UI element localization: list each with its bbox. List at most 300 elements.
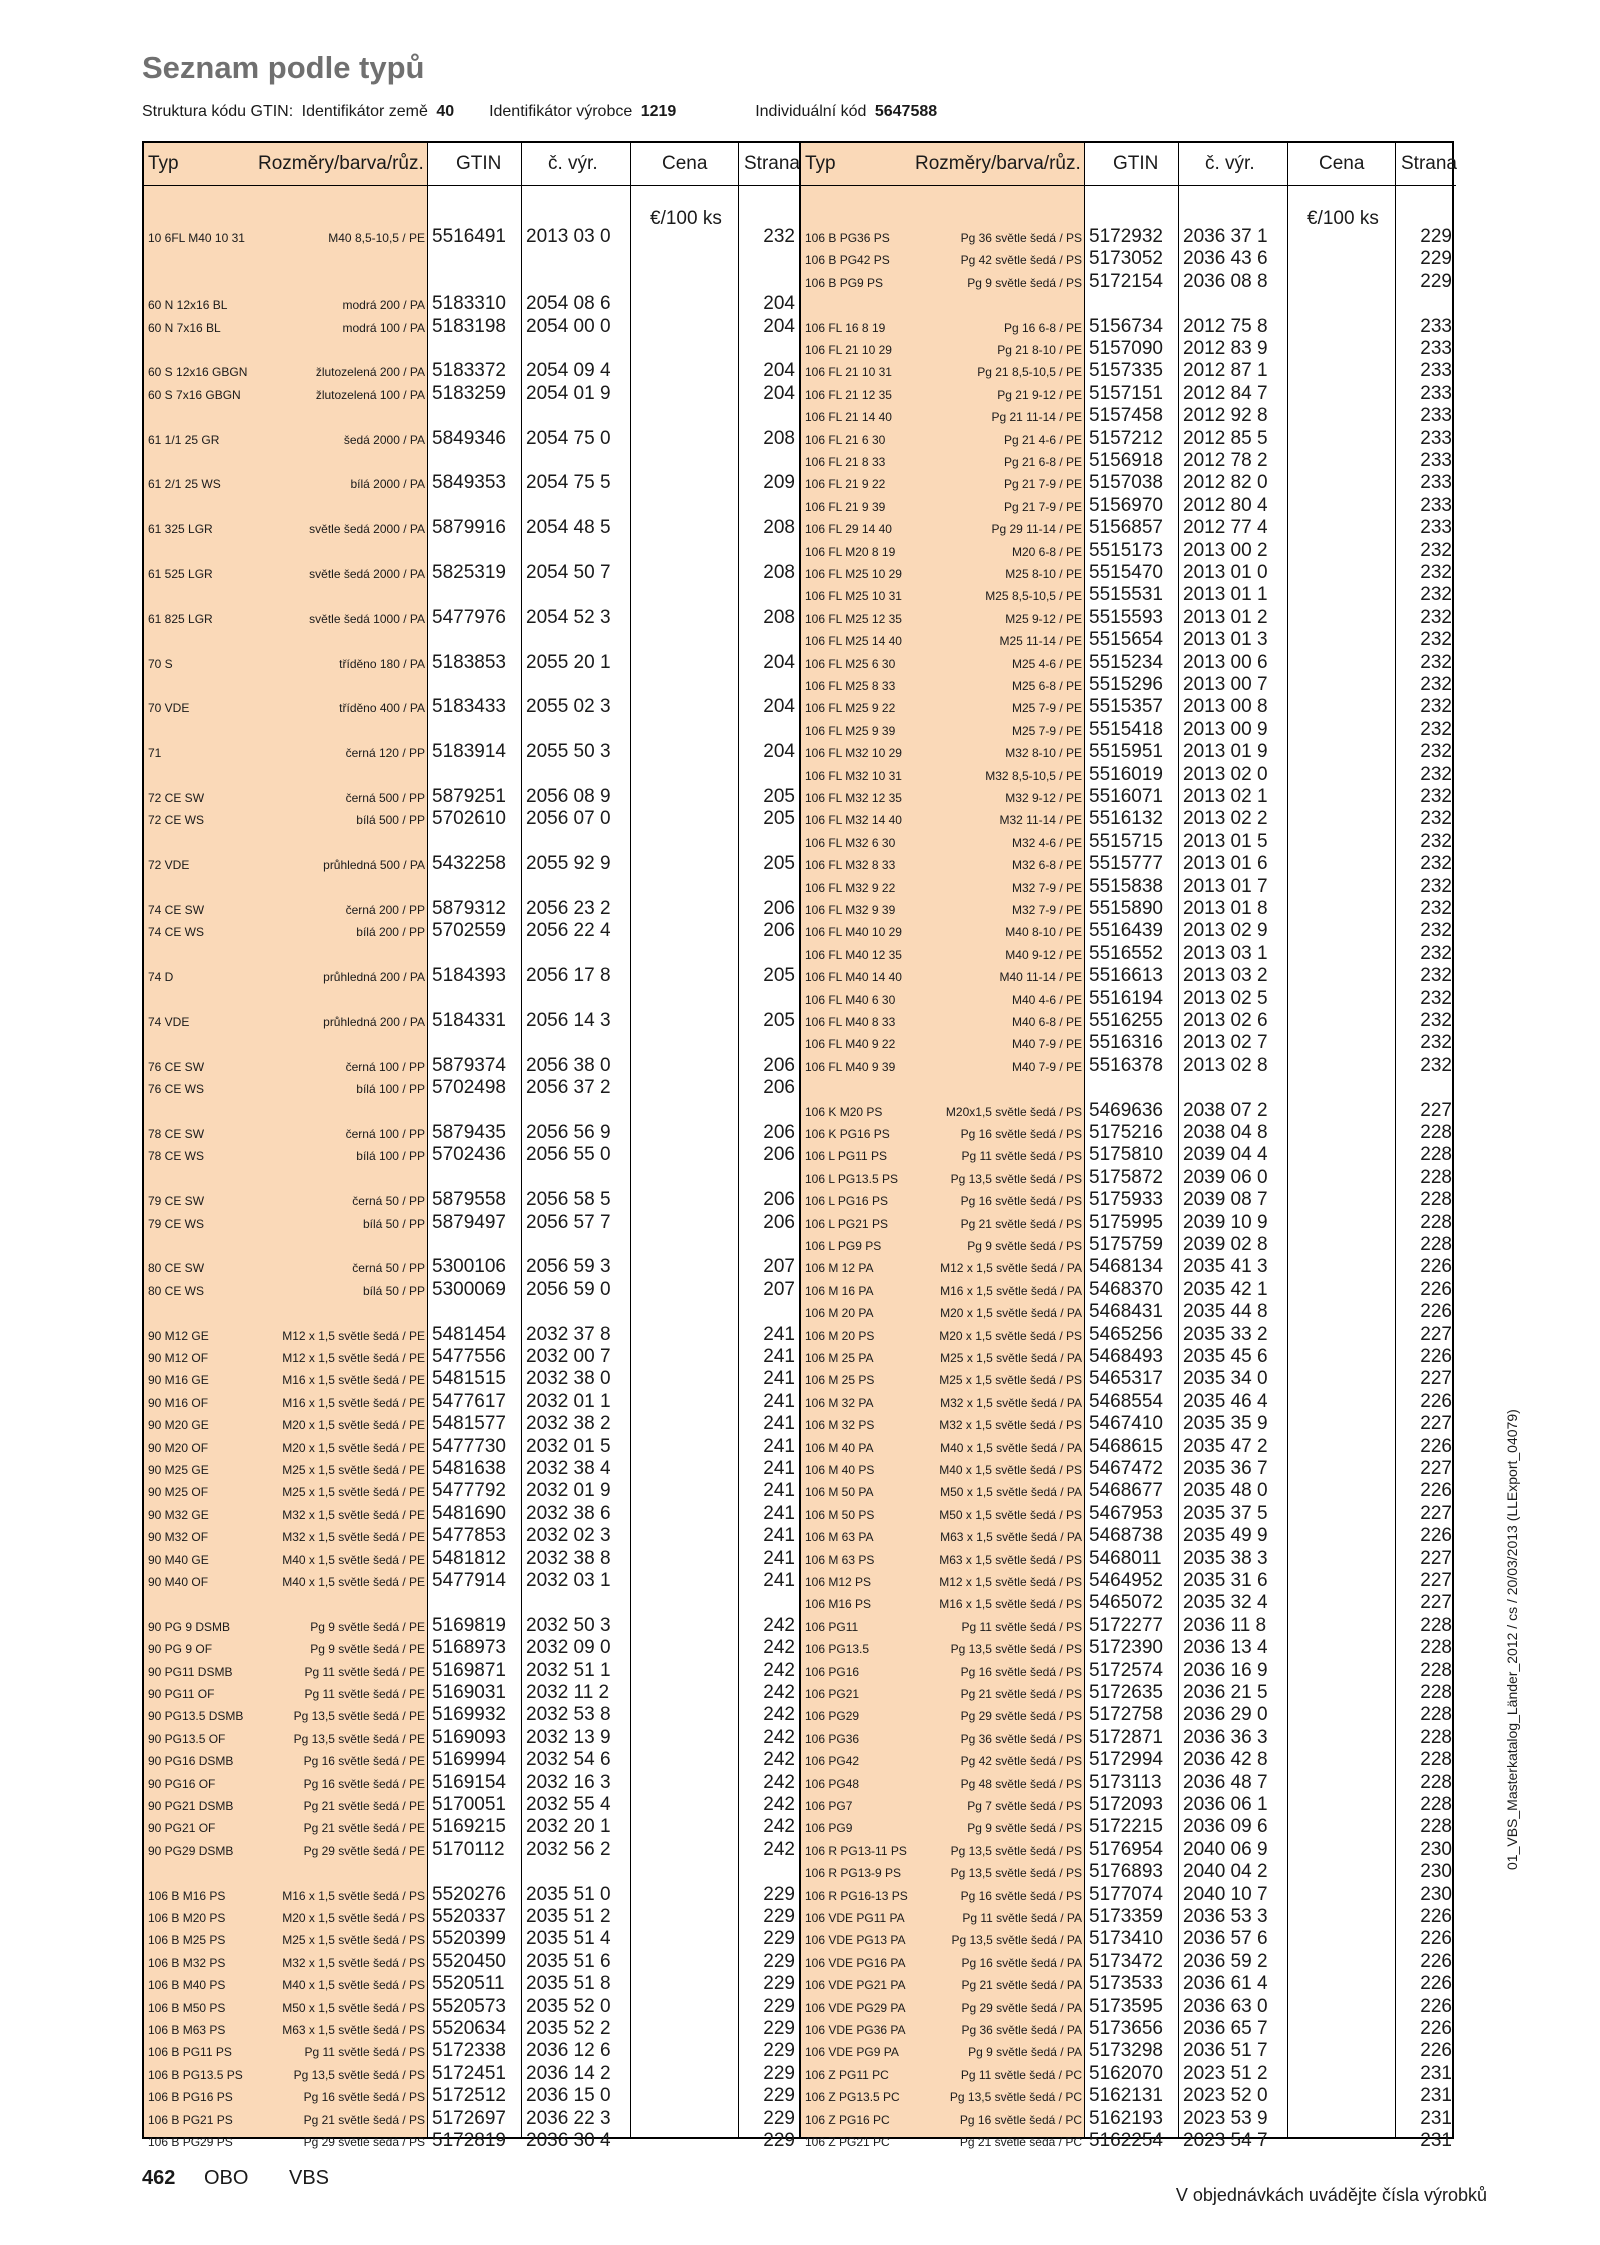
table-row [801,987,1456,1009]
dimension-cell: Pg 42 světle šedá / PS [960,253,1082,268]
article-number-cell: 2013 02 9 [1183,920,1268,942]
article-number-cell: 2032 03 1 [526,1570,611,1591]
table-row [144,2107,799,2129]
page-ref-cell: 209 [763,472,795,494]
gtin-cell: 5172215 [1089,1816,1163,1838]
dimension-cell: Pg 21 4-6 / PE [1003,432,1082,447]
gtin-cell: 5157335 [1089,360,1163,382]
table-row [144,606,799,628]
article-number-cell: 2035 31 6 [1183,1570,1268,1591]
dimension-cell: Pg 11 světle šedá / PS [961,1149,1082,1164]
table-row [801,2062,1456,2084]
page-ref-cell: 228 [1420,1726,1452,1748]
article-number-cell: 2032 56 2 [526,1838,611,1860]
page-ref-cell: 241 [763,1525,795,1547]
type-cell: 106 PG7 [805,1799,853,1813]
table-row [801,315,1456,337]
type-cell: 106 B M16 PS [148,1888,226,1903]
article-number-cell: 2039 04 4 [1183,1144,1268,1166]
gtin-cell: 5169093 [432,1726,506,1748]
type-cell: 106 M 32 PA [805,1395,874,1410]
dimension-cell: Pg 16 světle šedá / PA [961,1955,1082,1970]
gtin-cell: 5515418 [1089,718,1163,740]
header-cislo-vyrobku: č. výr. [1205,153,1255,174]
gtin-cell: 5516194 [1089,987,1163,1009]
dimension-cell: Pg 9 světle šedá / PS [967,1239,1082,1253]
table-row [801,270,1456,292]
table-row [801,1547,1456,1569]
gtin-cell: 5481454 [432,1323,506,1345]
page-ref-cell: 241 [763,1346,795,1367]
type-cell: 106 B PG36 PS [805,231,890,245]
page-ref-cell: 206 [763,898,795,919]
dimension-cell: Pg 21 11-14 / PE [991,410,1082,425]
manufacturer-label: Identifikátor výrobce [489,103,633,120]
article-number-cell: 2039 08 7 [1183,1189,1268,1211]
page-ref-cell: 207 [763,1256,795,1278]
page-ref-cell: 228 [1420,1166,1452,1188]
dimension-cell: M40 9-12 / PE [1005,947,1082,962]
gtin-cell: 5477617 [432,1390,506,1412]
table-row [144,807,799,829]
dimension-cell: M32 4-6 / PE [1011,835,1082,850]
gtin-cell: 5162070 [1089,2062,1163,2084]
article-number-cell: 2035 51 2 [526,1906,611,1927]
page-ref-cell: 229 [1420,248,1452,270]
type-cell: 61 325 LGR [148,522,213,537]
article-number-cell: 2056 23 2 [526,898,611,919]
page-ref-cell: 230 [1420,1883,1452,1905]
gtin-cell: 5172697 [432,2107,506,2129]
article-number-cell: 2012 85 5 [1183,427,1268,449]
article-number-cell: 2038 07 2 [1183,1099,1268,1121]
type-cell: 78 CE WS [148,1149,205,1164]
table-row [801,852,1456,874]
article-number-cell: 2056 14 3 [526,1010,611,1031]
country-label: Identifikátor země [301,103,428,120]
type-cell: 106 B M20 PS [148,1911,226,1925]
article-number-cell: 2013 01 8 [1183,898,1268,919]
dimension-cell: M40 8-10 / PE [1005,925,1082,940]
article-number-cell: 2023 54 7 [1183,2130,1268,2151]
table-row [801,1435,1456,1457]
gtin-cell: 5477730 [432,1435,506,1457]
table-row [801,225,1456,247]
table-row [801,785,1456,807]
article-number-cell: 2035 41 3 [1183,1256,1268,1278]
dimension-cell: Pg 13,5 světle šedá / PA [951,1933,1082,1948]
dimension-cell: M32 11-14 / PE [999,813,1082,828]
gtin-cell: 5515951 [1089,741,1163,763]
page-ref-cell: 204 [763,651,795,673]
type-cell: 106 PG42 [805,1754,860,1769]
page-ref-cell: 242 [763,1614,795,1636]
dimension-cell: M12 x 1,5 světle šedá / PS [939,1575,1082,1589]
gtin-cell: 5515357 [1089,696,1163,718]
page-ref-cell: 228 [1420,1637,1452,1659]
table-row [801,763,1456,785]
header-strana: Strana [744,153,800,174]
table-row [801,1121,1456,1143]
page-ref-cell: 241 [763,1390,795,1412]
type-cell: 90 PG13.5 DSMB [148,1709,244,1724]
article-number-cell: 2036 09 6 [1183,1816,1268,1838]
dimension-cell: M25 6-8 / PE [1011,679,1082,693]
dimension-cell: M25 x 1,5 světle šedá / PS [282,1933,425,1948]
page-ref-cell: 206 [763,1122,795,1143]
article-number-cell: 2013 01 2 [1183,606,1268,628]
type-cell: 106 M12 PS [805,1575,872,1589]
page-ref-cell: 227 [1420,1323,1452,1345]
type-cell: 106 M 32 PS [805,1418,875,1433]
type-cell: 60 N 7x16 BL [148,320,221,335]
gtin-cell: 5515838 [1089,875,1163,897]
article-number-cell: 2040 04 2 [1183,1861,1268,1883]
page-ref-cell: 228 [1420,1211,1452,1233]
dimension-cell: černá 120 / PP [345,746,425,761]
article-number-cell: 2054 50 7 [526,562,611,583]
article-number-cell: 2036 57 6 [1183,1928,1268,1950]
page-ref-cell: 228 [1420,1749,1452,1771]
dimension-cell: Pg 29 světle šedá / PE [303,1843,425,1858]
type-cell: 106 FL M25 9 39 [805,723,896,738]
gtin-cell: 5477976 [432,606,506,628]
article-number-cell: 2035 48 0 [1183,1480,1268,1502]
table-row [144,1815,799,1837]
article-number-cell: 2035 47 2 [1183,1435,1268,1457]
dimension-cell: M32 7-9 / PE [1011,903,1082,917]
gtin-cell: 5176954 [1089,1838,1163,1860]
article-number-cell: 2056 58 5 [526,1189,611,1211]
page-ref-cell: 226 [1420,1906,1452,1927]
article-number-cell: 2032 53 8 [526,1704,611,1726]
table-row [801,695,1456,717]
dimension-cell: Pg 36 světle šedá / PS [960,231,1082,245]
table-row [801,247,1456,269]
type-cell: 106 Z PG21 PC [805,2135,890,2149]
table-row [801,1211,1456,1233]
article-number-cell: 2032 51 1 [526,1659,611,1681]
article-number-cell: 2039 10 9 [1183,1211,1268,1233]
table-header-right [801,143,1456,186]
type-cell: 106 PG16 [805,1664,860,1679]
page-ref-cell: 241 [763,1458,795,1479]
table-row [801,516,1456,538]
article-number-cell: 2013 00 7 [1183,674,1268,695]
gtin-cell: 5169215 [432,1816,506,1838]
dimension-cell: Pg 13,5 světle šedá / PS [950,1642,1082,1657]
article-number-cell: 2013 00 8 [1183,696,1268,718]
dimension-cell: M40 6-8 / PE [1011,1015,1082,1029]
page-ref-cell: 228 [1420,1659,1452,1681]
article-number-cell: 2032 38 0 [526,1368,611,1390]
dimension-cell: M32 9-12 / PE [1005,791,1082,805]
type-cell: 90 PG21 DSMB [148,1799,234,1813]
article-number-cell: 2056 08 9 [526,786,611,807]
page-ref-cell: 208 [763,606,795,628]
gtin-cell: 5515777 [1089,853,1163,875]
gtin-cell: 5184393 [432,965,506,987]
type-cell: 90 PG29 DSMB [148,1843,234,1858]
dimension-cell: průhledná 500 / PA [323,858,425,873]
dimension-cell: M32 x 1,5 světle šedá / PS [282,1955,425,1970]
gtin-cell: 5183853 [432,651,506,673]
page-number: 462 [142,2167,176,2189]
type-cell: 106 FL 21 9 22 [805,477,886,492]
gtin-cell: 5300106 [432,1256,506,1278]
table-row [801,2084,1456,2106]
page-ref-cell: 242 [763,1637,795,1659]
article-number-cell: 2036 12 6 [526,2040,611,2062]
table-row [144,1502,799,1524]
table-row [801,1479,1456,1501]
page-ref-cell: 242 [763,1771,795,1793]
article-number-cell: 2035 45 6 [1183,1346,1268,1367]
page-ref-cell: 233 [1420,338,1452,359]
type-cell: 106 FL 21 9 39 [805,499,886,514]
type-cell: 106 M 40 PS [805,1463,875,1477]
table-row [144,1547,799,1569]
type-cell: 90 PG21 OF [148,1821,216,1836]
article-number-cell: 2036 14 2 [526,2062,611,2084]
gtin-cell: 5520276 [432,1883,506,1905]
header-rozmery: Rozměry/barva/růz. [915,153,1081,174]
header-cena: Cena [1319,153,1365,174]
page-ref-cell: 226 [1420,2040,1452,2062]
table-row [144,1748,799,1770]
table-row [144,2062,799,2084]
table-row [801,673,1456,695]
table-row [801,1099,1456,1121]
article-number-cell: 2013 02 5 [1183,987,1268,1009]
page-ref-cell: 242 [763,1659,795,1681]
article-number-cell: 2023 51 2 [1183,2062,1268,2084]
dimension-cell: Pg 36 světle šedá / PA [961,2023,1082,2037]
type-cell: 106 B PG16 PS [148,2090,233,2105]
dimension-cell: bílá 100 / PP [356,1149,425,1164]
page-ref-cell: 208 [763,562,795,583]
article-number-cell: 2056 59 3 [526,1256,611,1278]
dimension-cell: bílá 50 / PP [362,1216,425,1231]
page-ref-cell: 229 [763,2085,795,2107]
article-number-cell: 2032 01 1 [526,1390,611,1412]
article-number-cell: 2032 38 2 [526,1413,611,1435]
dimension-cell: Pg 13,5 světle šedá / PS [950,1866,1082,1881]
table-row [144,897,799,919]
type-cell: 106 FL M25 9 22 [805,701,896,716]
dimension-cell: Pg 13,5 světle šedá / PS [293,2067,425,2082]
gtin-cell: 5520573 [432,1995,506,2017]
dimension-cell: M20 x 1,5 světle šedá / PE [282,1418,425,1433]
table-row [144,1681,799,1703]
article-number-cell: 2013 01 0 [1183,562,1268,583]
type-cell: 90 M40 GE [148,1552,209,1567]
table-row [801,1591,1456,1613]
gtin-cell: 5157458 [1089,405,1163,427]
gtin-cell: 5183310 [432,293,506,315]
gtin-cell: 5432258 [432,853,506,875]
gtin-structure-line [142,103,937,121]
dimension-cell: M25 x 1,5 světle šedá / PS [939,1373,1082,1388]
article-number-cell: 2035 36 7 [1183,1458,1268,1479]
article-number-cell: 2036 06 1 [1183,1794,1268,1815]
dimension-cell: M25 4-6 / PE [1011,656,1082,671]
table-row [144,785,799,807]
table-row [801,897,1456,919]
dimension-cell: Pg 16 světle šedá / PS [303,2090,425,2105]
article-number-cell: 2012 78 2 [1183,450,1268,471]
gtin-cell: 5183914 [432,741,506,763]
page-ref-cell: 228 [1420,1144,1452,1166]
article-number-cell: 2036 37 1 [1183,226,1268,247]
gtin-cell: 5172093 [1089,1794,1163,1815]
dimension-cell: M32 x 1,5 světle šedá / PE [282,1507,425,1522]
gtin-cell: 5172871 [1089,1726,1163,1748]
type-cell: 106 B PG29 PS [148,2135,233,2149]
dimension-cell: M16 x 1,5 světle šedá / PA [940,1283,1082,1298]
dimension-cell: Pg 21 světle šedá / PS [960,1687,1082,1701]
type-cell: 70 S [148,656,173,671]
article-number-cell: 2035 38 3 [1183,1547,1268,1569]
gtin-cell: 5156857 [1089,517,1163,539]
dimension-cell: Pg 9 světle šedá / PE [310,1619,425,1634]
type-cell: 106 FL M40 10 29 [805,925,902,940]
gtin-cell: 5465317 [1089,1368,1163,1390]
gtin-cell: 5516613 [1089,965,1163,987]
dimension-cell: M50 x 1,5 světle šedá / PS [939,1507,1082,1522]
page-ref-cell: 206 [763,920,795,942]
table-row [801,1323,1456,1345]
article-number-cell: 2054 08 6 [526,293,611,315]
page-ref-cell: 226 [1420,1390,1452,1412]
table-row [801,1390,1456,1412]
article-number-cell: 2035 33 2 [1183,1323,1268,1345]
type-cell: 106 FL 21 12 35 [805,387,892,402]
article-number-cell: 2055 20 1 [526,651,611,673]
table-row [801,1009,1456,1031]
dimension-cell: Pg 16 světle šedá / PS [960,1888,1082,1903]
article-number-cell: 2032 20 1 [526,1816,611,1838]
article-number-cell: 2013 03 1 [1183,942,1268,964]
gtin-cell: 5477556 [432,1346,506,1367]
article-number-cell: 2056 56 9 [526,1122,611,1143]
table-row [144,651,799,673]
type-cell: 106 M 25 PA [805,1351,874,1365]
page-ref-cell: 233 [1420,494,1452,516]
gtin-cell: 5515470 [1089,562,1163,583]
type-cell: 90 M25 OF [148,1485,209,1500]
type-cell: 79 CE WS [148,1216,205,1231]
type-cell: 106 VDE PG16 PA [805,1955,906,1970]
article-number-cell: 2012 83 9 [1183,338,1268,359]
header-cislo-vyrobku: č. výr. [548,153,598,174]
dimension-cell: M40 4-6 / PE [1011,992,1082,1007]
article-number-cell: 2023 52 0 [1183,2085,1268,2107]
type-cell: 106 FL 21 10 31 [805,365,892,380]
type-cell: 106 VDE PG36 PA [805,2023,906,2037]
gtin-cell: 5175759 [1089,1234,1163,1255]
article-number-cell: 2035 51 8 [526,1973,611,1995]
page-ref-cell: 207 [763,1278,795,1300]
article-number-cell: 2036 29 0 [1183,1704,1268,1726]
page-ref-cell: 232 [1420,1054,1452,1076]
type-cell: 106 PG13.5 [805,1642,870,1657]
dimension-cell: Pg 16 světle šedá / PS [960,1127,1082,1141]
article-number-cell: 2040 10 7 [1183,1883,1268,1905]
dimension-cell: Pg 11 světle šedá / PE [304,1687,425,1701]
type-cell: 106 R PG13-11 PS [805,1843,907,1858]
table-row [801,1569,1456,1591]
page-ref-cell: 233 [1420,382,1452,404]
article-number-cell: 2032 13 9 [526,1726,611,1748]
table-row [144,695,799,717]
table-row [801,1748,1456,1770]
table-row [801,2129,1456,2151]
table-row [144,1121,799,1143]
article-number-cell: 2036 22 3 [526,2107,611,2129]
table-row [144,359,799,381]
type-cell: 106 B PG13.5 PS [148,2067,243,2082]
dimension-cell: M25 7-9 / PE [1011,701,1082,716]
type-cell: 61 825 LGR [148,611,213,626]
article-number-cell: 2036 15 0 [526,2085,611,2107]
page-ref-cell: 226 [1420,2018,1452,2039]
article-number-cell: 2013 02 0 [1183,763,1268,785]
header-gtin: GTIN [1113,153,1159,174]
type-cell: 106 M 20 PS [805,1328,875,1343]
price-unit: €/100 ks [650,208,722,229]
table-row [144,315,799,337]
article-number-cell: 2012 80 4 [1183,494,1268,516]
page-ref-cell: 231 [1420,2107,1452,2129]
gtin-cell: 5468677 [1089,1480,1163,1502]
type-cell: 106 FL M32 9 39 [805,903,896,917]
page-ref-cell: 208 [763,427,795,449]
dimension-cell: Pg 9 světle šedá / PA [968,2045,1082,2060]
dimension-cell: Pg 21 9-12 / PE [997,387,1082,402]
page-ref-cell: 232 [1420,539,1452,561]
type-cell: 80 CE WS [148,1283,205,1298]
table-row [801,1771,1456,1793]
type-cell: 90 M12 GE [148,1328,209,1343]
type-cell: 90 PG16 DSMB [148,1754,234,1769]
type-cell: 106 R PG13-9 PS [805,1866,902,1881]
gtin-cell: 5172390 [1089,1637,1163,1659]
page-ref-cell: 205 [763,808,795,830]
page-ref-cell: 232 [1420,898,1452,919]
type-cell: 106 FL M32 9 22 [805,880,896,895]
page-ref-cell: 232 [1420,562,1452,583]
page-ref-cell: 204 [763,696,795,718]
header-strana: Strana [1401,153,1457,174]
type-cell: 74 VDE [148,1015,190,1029]
table-row [144,1726,799,1748]
type-cell: 106 M 25 PS [805,1373,875,1388]
type-cell: 90 PG13.5 OF [148,1731,226,1746]
table-row [801,1950,1456,1972]
type-cell: 106 B M40 PS [148,1978,226,1993]
article-number-cell: 2040 06 9 [1183,1838,1268,1860]
article-number-cell: 2012 82 0 [1183,472,1268,494]
gtin-cell: 5516552 [1089,942,1163,964]
table-row [801,1681,1456,1703]
type-cell: 106 PG36 [805,1731,860,1746]
gtin-cell: 5173656 [1089,2018,1163,2039]
type-cell: 61 2/1 25 WS [148,477,221,492]
table-row [144,2129,799,2151]
table-header-left [144,143,799,186]
dimension-cell: Pg 16 světle šedá / PC [959,2112,1082,2127]
